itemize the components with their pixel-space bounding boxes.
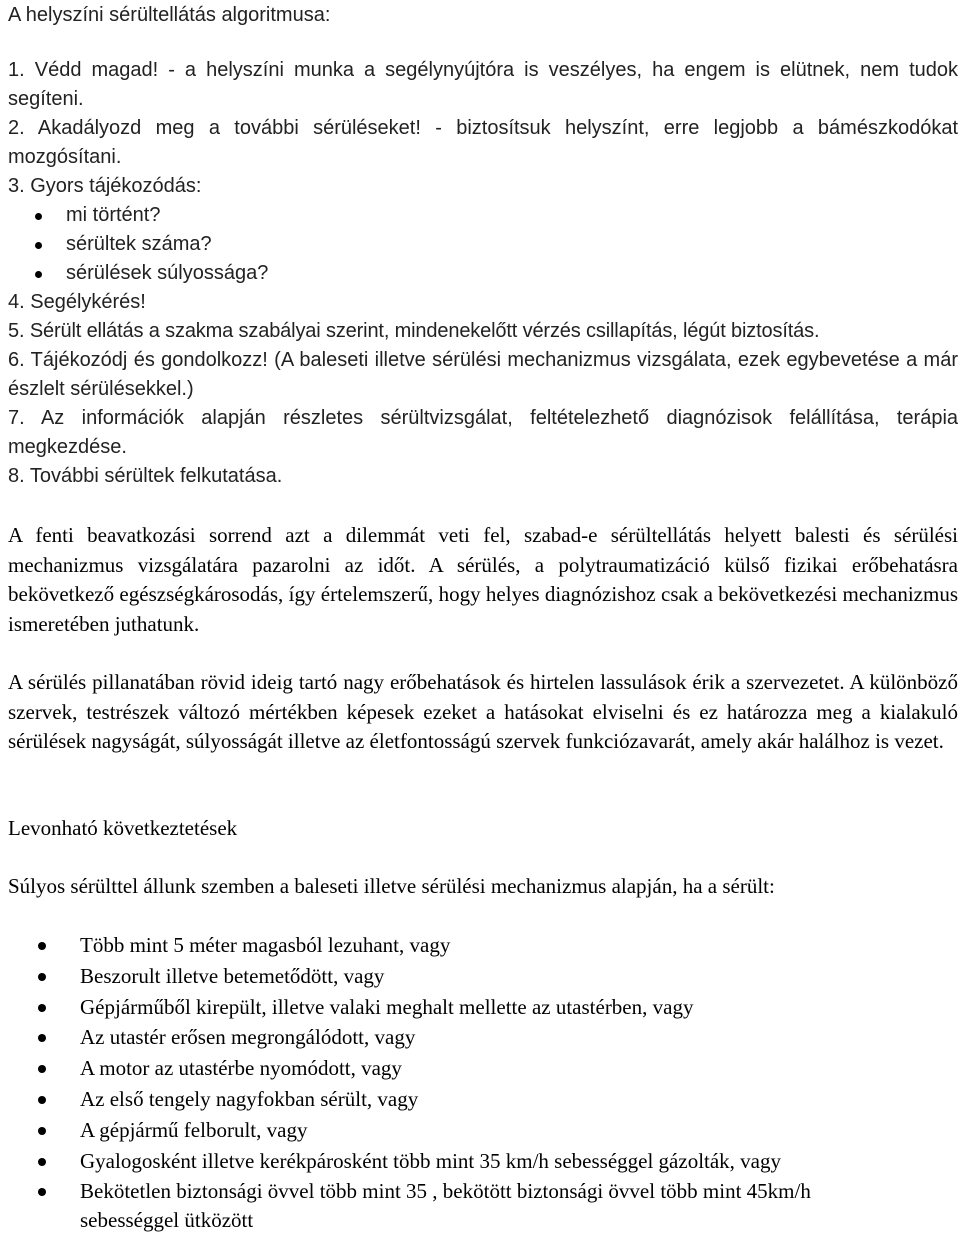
bullet-icon xyxy=(38,1158,46,1166)
list-item: Gépjárműből kirepült, illetve valaki meghalt mellette az utastérben, vagy xyxy=(8,993,958,1022)
bullet-icon xyxy=(38,973,46,981)
step-number: 5. xyxy=(8,320,25,342)
bullet-icon xyxy=(35,271,42,278)
step-number: 1. xyxy=(8,59,25,81)
step-text: Védd magad! - a helyszíni munka a segélynyújtóra is veszélyes, ha engem is elütnek, nem tudok segíteni. xyxy=(8,59,959,110)
step-8 xyxy=(8,462,958,491)
step-2 xyxy=(8,114,958,172)
step-text: Sérült ellátás a szakma szabályai szerint, mindenekelőtt vérzés csillapítás, légút biztosítás. xyxy=(29,320,820,342)
list-item: Beszorult illetve betemetődött, vagy xyxy=(8,962,958,991)
step-text: Segélykérés! xyxy=(30,291,146,313)
step-4 xyxy=(8,288,958,317)
bullet-icon xyxy=(38,1127,46,1135)
bullet-icon xyxy=(35,242,42,249)
body-paragraph-1: A fenti beavatkozási sorrend azt a dilemmát veti fel, szabad-e sérültellátás helyett balesti és sérülési mechanizmus vizsgálatára pazarolni az időt. A sérülés, a polytraumatizáció külső fizikai erőbehatásra bekövetkező egészségkárosodás, így értelemszerű, hogy helyes diagnózishoz csak a bekövetkezési mechanizmus ismeretében juthatunk. xyxy=(8,523,958,636)
list-item: Több mint 5 méter magasból lezuhant, vagy xyxy=(8,931,958,960)
step-number: 8. xyxy=(8,465,25,487)
list-item: Bekötetlen biztonsági övvel több mint 35 , bekötött biztonsági övvel több mint 45km/h sebességgel ütközött xyxy=(8,1177,958,1235)
step-text: Az információk alapján részletes sérültvizsgálat, feltételezhető diagnózisok felállítása, terápia megkezdése. xyxy=(8,407,959,458)
step-number: 2. xyxy=(8,117,25,139)
list-item: A gépjármű felborult, vagy xyxy=(8,1116,958,1145)
step-6 xyxy=(8,346,958,404)
step-number: 7. xyxy=(8,407,25,429)
step-text: Akadályozd meg a további sérüléseket! - biztosítsuk helyszínt, erre legjobb a bámészkodókat mozgósítani. xyxy=(8,117,958,168)
step-text: Tájékozódj és gondolkozz! (A baleseti illetve sérülési mechanizmus vizsgálata, ezek egybevetése a már észlelt sérülésekkel.) xyxy=(8,349,958,400)
bullet-icon xyxy=(38,1034,46,1042)
algorithm-steps xyxy=(8,56,958,491)
step-text: További sérültek felkutatása. xyxy=(29,465,283,487)
subitem: sérültek száma? xyxy=(8,230,958,259)
subitem: mi történt? xyxy=(8,201,958,230)
severe-intro: Súlyos sérülttel állunk szemben a baleseti illetve sérülési mechanizmus alapján, ha a sérült: xyxy=(8,874,775,898)
subitem: sérülések súlyossága? xyxy=(8,259,958,288)
list-item: Gyalogosként illetve kerékpárosként több mint 35 km/h sebességgel gázolták, vagy xyxy=(8,1147,958,1176)
step-5 xyxy=(8,317,958,346)
body-paragraph-2: A sérülés pillanatában rövid ideig tartó nagy erőbehatások és hirtelen lassulások érik a szervezetet. A különböző szervek, testrészek változó mértékben képesek ezeket a hatásokat elviselni és ez határozza meg a kialakuló sérülések nagyságát, súlyosságát illetve az életfontosságú szervek funkciózavarát, amely akár halálhoz is vezet. xyxy=(8,670,958,753)
bullet-icon xyxy=(38,1065,46,1073)
severe-intro-block xyxy=(8,872,958,902)
step-number: 3. xyxy=(8,175,25,197)
step-number: 4. xyxy=(8,291,25,313)
step-3-subitems xyxy=(8,201,958,288)
step-number: 6. xyxy=(8,349,25,371)
bullet-icon xyxy=(38,942,46,950)
algorithm-heading: A helyszíni sérültellátás algoritmusa: xyxy=(8,4,331,26)
criteria-list xyxy=(8,931,958,1237)
conclusions-title-block xyxy=(8,814,958,844)
step-3 xyxy=(8,172,958,201)
step-1 xyxy=(8,56,958,114)
step-7 xyxy=(8,404,958,462)
list-item: A motor az utastérbe nyomódott, vagy xyxy=(8,1054,958,1083)
bullet-icon xyxy=(35,213,42,220)
bullet-icon xyxy=(38,1004,46,1012)
conclusions-title: Levonható következtetések xyxy=(8,816,238,840)
list-item: Az első tengely nagyfokban sérült, vagy xyxy=(8,1085,958,1114)
bullet-icon xyxy=(38,1188,46,1196)
list-item: Az utastér erősen megrongálódott, vagy xyxy=(8,1023,958,1052)
bullet-icon xyxy=(38,1096,46,1104)
step-text: Gyors tájékozódás: xyxy=(30,175,202,197)
